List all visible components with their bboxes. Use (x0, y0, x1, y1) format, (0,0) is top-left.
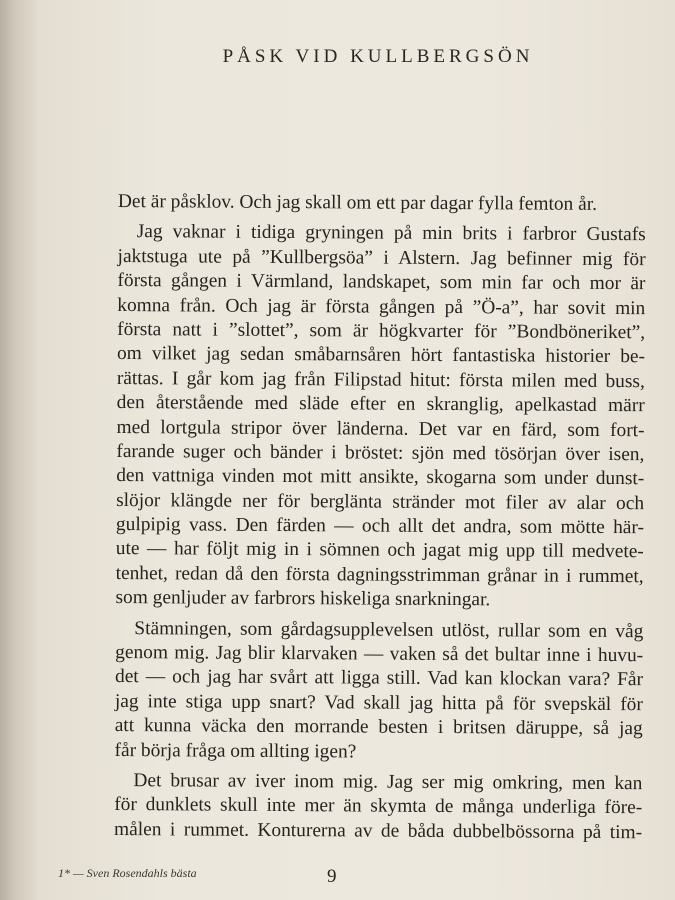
text-line: jag inte stiga upp snart? Vad skall jag hitta på för svepskäl för (114, 690, 643, 716)
text-line: tenhet, redan då den första dagningsstrimman grånar in i rummet, (115, 562, 644, 588)
text-line: Det är påsklov. Och jag skall om ett par dagar fylla femton år. (117, 190, 598, 215)
text-line: målen i rummet. Konturerna av de båda dubbelbössorna på tim- (114, 818, 643, 843)
text-line: första natt i ”slottet”, som är högkvarter för ”Bondböneriket”, (117, 318, 646, 344)
text-line: ute — har följt mig in i sömnen och jagat mig upp till medvete- (115, 538, 644, 563)
text-line: farande suger och bänder i bröstet: sjön med tösörjan över isen, (116, 440, 645, 466)
text-line: jaktstuga ute på ”Kullbergsöa” i Alstern. Jag befinner mig för (117, 245, 646, 271)
text-line: får börja fråga om allting igen? (114, 739, 357, 763)
book-spine-shadow (0, 0, 38, 900)
text-line: för dunklets skull inte mer än skymta de många underliga före- (114, 794, 643, 819)
text-line: rättas. I går kom jag från Filipstad hitut: första milen med buss, (116, 367, 645, 392)
page-number: 9 (327, 866, 337, 887)
text-line: det — och jag har svårt att ligga still. Vad kan klockan vara? Får (114, 666, 644, 691)
chapter-body (114, 190, 646, 851)
text-line: gulpipig vass. Den färden — och allt det andra, som mötte här- (115, 514, 645, 539)
text-line: att kunna väcka den morrande besten i britsen däruppe, så jag (114, 715, 643, 740)
text-line: den återstående med släde efter en skranglig, apelkastad märr (116, 392, 645, 417)
paragraph (115, 220, 645, 613)
book-page (38, 0, 675, 900)
paragraph (118, 190, 646, 218)
text-line: Jag vaknar i tidiga gryningen på min brits i farbror Gustafs (136, 221, 646, 246)
text-line: Det brusar av iver inom mig. Jag ser mig omkring, men kan (133, 770, 643, 795)
text-line: om vilket jag sedan småbarnsåren hört fantastiska historier be- (116, 343, 646, 368)
text-line: första gången i Värmland, landskapet, som min far och mor är (117, 270, 646, 295)
text-line: med lortgula stripor över länderna. Det var en färd, som fort- (116, 416, 645, 441)
chapter-title: PÅSK VID KULLBERGSÖN (222, 46, 534, 67)
text-line: genom mig. Jag blir klarvaken — vaken så det bultar inne i huvu- (115, 642, 644, 667)
paragraph (114, 617, 643, 767)
text-line: slöjor klängde ner för berglänta stränder mot filer av alar och (116, 489, 645, 514)
text-line: den vattniga vinden mot mitt ansikte, skogarna som under dunst- (116, 465, 645, 490)
paragraph (114, 769, 642, 845)
text-line: Stämningen, som gårdagsupplevelsen utlöst, rullar som en våg (134, 617, 644, 642)
text-line: komna från. Och jag är första gången på ”Ö-a”, har sovit min (117, 294, 646, 319)
footer-signature: 1* — Sven Rosendahls bästa (58, 866, 197, 880)
text-line: som genljuder av farbrors hiskeliga snarkningar. (115, 587, 491, 611)
